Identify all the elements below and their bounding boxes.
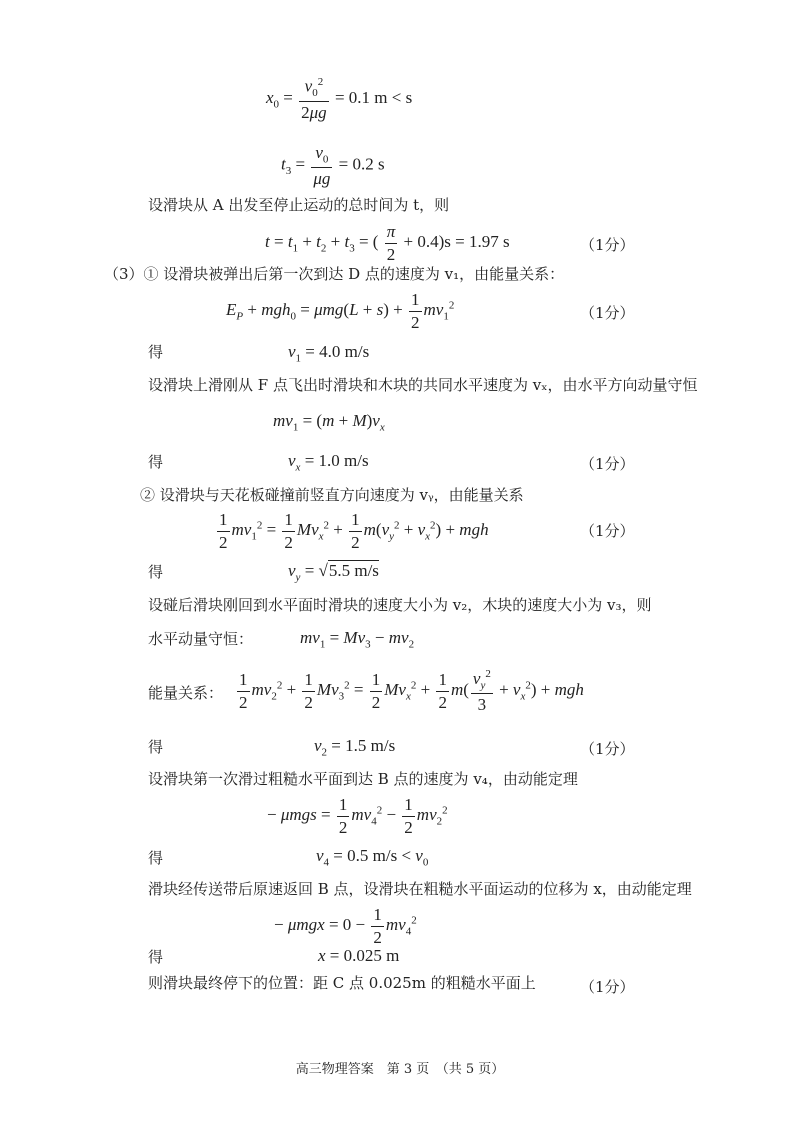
equation-energy-3: $\frac{1}{2}$ $mv_2^2$ + $\frac{1}{2}$ $Mv_3^2$ = $\frac{1}{2}$ $Mv_x^2$ + $\frac{1}{2}$ m( $\frac{v_y^2}{3}$ + $v_x^2$) + mgh xyxy=(239,668,584,714)
equation-momentum-1: $mv_1 = (m + M)v_x$ xyxy=(273,411,385,434)
text-line-1: 设滑块从 A 出发至停止运动的总时间为 t，则 xyxy=(148,196,450,214)
page-footer: 高三物理答案 第 3 页 （共 5 页） xyxy=(295,1062,505,1077)
score-mark-6: （1分） xyxy=(580,978,635,996)
v1-result: = 4.0 m/s xyxy=(305,342,370,361)
equation-total-time: $t = t_1 + t_2 + t_3$ = ( $\frac{\pi}{2}$ + 0.4)s = 1.97 s xyxy=(265,222,510,264)
x0-result: = 0.1 m < s xyxy=(334,88,413,108)
text-line-5-de: 得 xyxy=(148,453,164,471)
text-line-9: 水平动量守恒： xyxy=(148,630,254,648)
equation-v1: $v_1 = 4.0$ m/s xyxy=(288,342,370,365)
text-line-7-de: 得 xyxy=(148,563,164,581)
text-line-15-de: 得 xyxy=(148,948,164,966)
text-line-11-de: 得 xyxy=(148,738,164,756)
equation-x0: $x_0$ = $\frac{v_0^2}{2\mu g}$ = 0.1 m < s xyxy=(266,76,413,122)
text-line-3-de: 得 xyxy=(148,343,164,361)
text-line-12: 设滑块第一次滑过粗糙水平面到达 B 点的速度为 v₄，由动能定理 xyxy=(148,770,578,788)
total-time-result: s = 1.97 s xyxy=(444,231,510,251)
vy-result: 5.5 m/s xyxy=(328,561,379,580)
t3-result: = 0.2 s xyxy=(338,154,385,174)
score-mark-5: （1分） xyxy=(580,740,635,758)
text-line-13-de: 得 xyxy=(148,849,164,867)
score-mark-4: （1分） xyxy=(580,522,635,540)
text-line-4: 设滑块上滑刚从 F 点飞出时滑块和木块的共同水平速度为 vₓ，由水平方向动量守恒 xyxy=(148,376,698,394)
vx-result: = 1.0 m/s xyxy=(304,451,369,470)
equation-work-energy-2: − μmgx = 0 − $\frac{1}{2}$ $mv_4^2$ xyxy=(274,905,417,947)
x-result: = 0.025 m xyxy=(329,946,400,965)
text-line-14: 滑块经传送带后原速返回 B 点，设滑块在粗糙水平面运动的位移为 x，由动能定理 xyxy=(148,880,692,898)
equation-vx: $v_x = 1.0$ m/s xyxy=(288,451,369,474)
equation-t3: $t_3$ = $\frac{v_0}{\mu g}$ = 0.2 s xyxy=(281,143,385,189)
score-mark-3: （1分） xyxy=(580,455,635,473)
text-line-10: 能量关系： xyxy=(148,684,224,702)
equation-momentum-2: $mv_1 = Mv_3 - mv_2$ xyxy=(300,628,415,651)
score-mark-1: （1分） xyxy=(580,236,635,254)
v4-result: = 0.5 m/s < xyxy=(333,846,412,865)
v2-result: = 1.5 m/s xyxy=(331,736,396,755)
equation-vy: $v_y = √5.5$ m/s xyxy=(288,561,379,584)
equation-v4: $v_4 = 0.5$ $m/s < v_0$ xyxy=(316,846,429,869)
text-line-6: ② 设滑块与天花板碰撞前竖直方向速度为 vᵧ，由能量关系 xyxy=(140,486,524,504)
equation-work-energy-1: − μmgs = $\frac{1}{2}$ $mv_4^2$ − $\frac{1}{2}$ $mv_2^2$ xyxy=(267,795,448,837)
text-line-8: 设碰后滑块刚回到水平面时滑块的速度大小为 v₂，木块的速度大小为 v₃，则 xyxy=(148,596,652,614)
equation-energy-2: $\frac{1}{2}$ $mv_1^2$ = $\frac{1}{2}$ $Mv_x^2$ + $\frac{1}{2}$ $m(v_y^2 + v_x^2)$ + mgh xyxy=(219,510,489,552)
equation-x: x = 0.025 m xyxy=(318,946,400,965)
score-mark-2: （1分） xyxy=(580,304,635,322)
equation-energy-1: $E_P + mgh_0 = \mu mg(L + s)$ + $\frac{1}{2}$ $mv_1^2$ xyxy=(226,290,455,332)
text-line-2: （3）① 设滑块被弹出后第一次到达 D 点的速度为 v₁，由能量关系： xyxy=(104,265,565,283)
text-line-16: 则滑块最终停下的位置：距 C 点 0.025m 的粗糙水平面上 xyxy=(148,974,536,992)
equation-v2: $v_2 = 1.5$ m/s xyxy=(314,736,396,759)
